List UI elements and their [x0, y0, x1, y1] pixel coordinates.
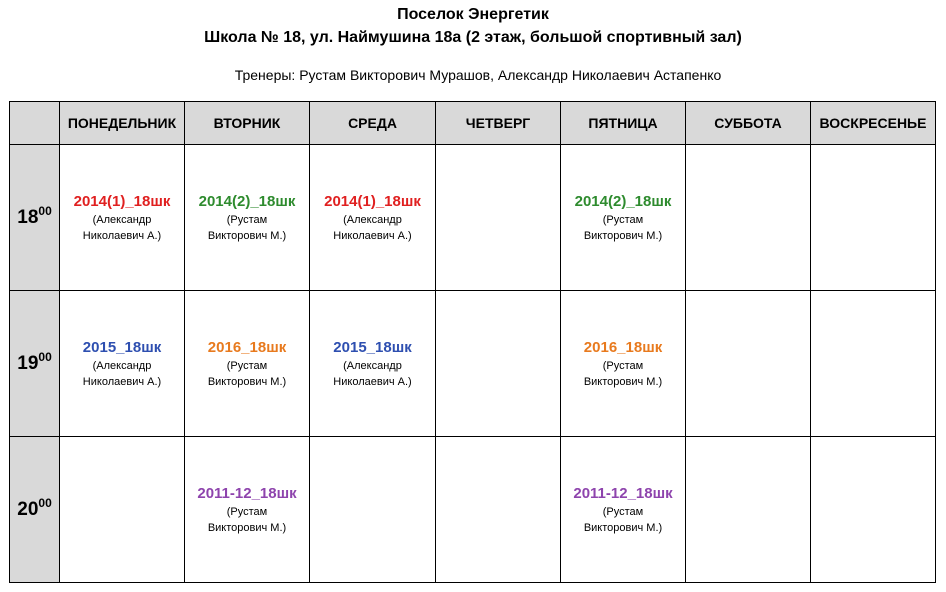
time-minutes: 00: [38, 203, 52, 218]
schedule-cell-thursday: [436, 437, 561, 583]
time-minutes: 00: [38, 349, 52, 364]
time-row: [10, 437, 936, 583]
schedule-cell-friday: [561, 291, 686, 437]
coach-name-line2: Николаевич А.): [82, 229, 162, 242]
group-name: 2015_18шк: [333, 338, 412, 356]
schedule-cell-wednesday: [310, 145, 436, 291]
coach-name-line1: (Рустам: [226, 359, 268, 372]
coach-name-line1: (Александр: [92, 359, 152, 372]
schedule-cell-sunday: [811, 437, 936, 583]
schedule-cell-saturday: [686, 437, 811, 583]
schedule-cell-tuesday: [185, 437, 310, 583]
coach-name-line2: Николаевич А.): [82, 375, 162, 388]
schedule-cell-wednesday: [310, 291, 436, 437]
coach-name-line2: Викторович М.): [583, 229, 663, 242]
coach-name-line2: Викторович М.): [207, 229, 287, 242]
day-header-saturday: СУББОТА: [686, 102, 811, 145]
schedule-cell-saturday: [686, 145, 811, 291]
page-title-venue: Школа № 18, ул. Наймушина 18а (2 этаж, большой спортивный зал): [204, 29, 742, 46]
coach-name-line1: (Рустам: [226, 505, 268, 518]
schedule-cell-tuesday: [185, 145, 310, 291]
corner-cell: [10, 102, 60, 145]
time-slot-label: [10, 437, 60, 583]
group-name: 2014(2)_18шк: [574, 192, 672, 210]
schedule-cell-monday: [60, 291, 185, 437]
coach-name-line1: (Рустам: [226, 213, 268, 226]
coach-name-line1: (Рустам: [602, 505, 644, 518]
group-name: 2014(1)_18шк: [73, 192, 171, 210]
page-title-location: Поселок Энергетик: [397, 6, 549, 23]
day-header-monday: ПОНЕДЕЛЬНИК: [60, 102, 185, 145]
schedule-cell-friday: [561, 437, 686, 583]
time-row: [10, 291, 936, 437]
coach-name-line2: Викторович М.): [207, 375, 287, 388]
schedule-cell-friday: [561, 145, 686, 291]
time-minutes: 00: [38, 495, 52, 510]
group-name: 2011-12_18шк: [197, 484, 297, 502]
schedule-table: [9, 101, 936, 583]
group-name: 2011-12_18шк: [573, 484, 673, 502]
day-header-sunday: ВОСКРЕСЕНЬЕ: [811, 102, 936, 145]
coach-name-line2: Викторович М.): [583, 521, 663, 534]
coach-name-line1: (Рустам: [602, 213, 644, 226]
schedule-cell-thursday: [436, 145, 561, 291]
day-header-wednesday: СРЕДА: [310, 102, 436, 145]
group-name: 2014(1)_18шк: [324, 192, 421, 210]
coach-name-line1: (Александр: [343, 213, 402, 226]
time-hour: 20: [17, 498, 39, 520]
schedule-cell-monday: [60, 437, 185, 583]
coach-name-line2: Николаевич А.): [333, 229, 412, 242]
schedule-cell-thursday: [436, 291, 561, 437]
coach-name-line2: Викторович М.): [583, 375, 663, 388]
day-header-friday: ПЯТНИЦА: [561, 102, 686, 145]
coaches-line: Тренеры: Рустам Викторович Мурашов, Александр Николаевич Астапенко: [234, 67, 722, 83]
time-hour: 18: [17, 206, 39, 228]
coach-name-line1: (Рустам: [602, 359, 644, 372]
schedule-cell-saturday: [686, 291, 811, 437]
schedule-cell-monday: [60, 145, 185, 291]
coach-name-line2: Николаевич А.): [333, 375, 412, 388]
time-slot-label: [10, 291, 60, 437]
group-name: 2014(2)_18шк: [198, 192, 296, 210]
group-name: 2015_18шк: [82, 338, 162, 356]
day-header-row: [10, 102, 936, 145]
schedule-cell-sunday: [811, 291, 936, 437]
time-slot-label: [10, 145, 60, 291]
day-header-tuesday: ВТОРНИК: [185, 102, 310, 145]
schedule-cell-wednesday: [310, 437, 436, 583]
day-header-thursday: ЧЕТВЕРГ: [436, 102, 561, 145]
group-name: 2016_18шк: [583, 338, 663, 356]
group-name: 2016_18шк: [207, 338, 287, 356]
time-row: [10, 145, 936, 291]
schedule-cell-tuesday: [185, 291, 310, 437]
time-hour: 19: [17, 352, 39, 374]
coach-name-line1: (Александр: [343, 359, 402, 372]
coach-name-line2: Викторович М.): [207, 521, 287, 534]
schedule-cell-sunday: [811, 145, 936, 291]
coach-name-line1: (Александр: [92, 213, 152, 226]
